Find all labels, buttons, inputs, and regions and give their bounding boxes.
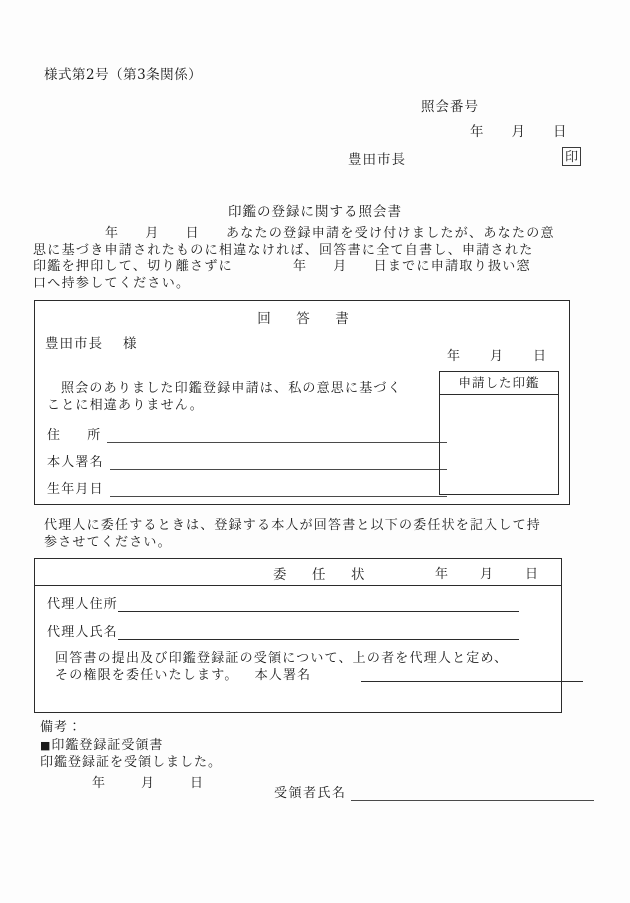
proxy-name-input-line[interactable] xyxy=(118,628,519,640)
address-input-line[interactable] xyxy=(107,428,447,443)
remarks-section xyxy=(40,719,222,772)
official-seal-icon: 印 xyxy=(562,147,581,166)
poa-header-row xyxy=(35,559,561,586)
intro-year: 年 xyxy=(105,226,120,241)
intro-line-3b: 日までに申請取り扱い窓 xyxy=(373,259,531,274)
inquiry-number-label: 照会番号 xyxy=(421,99,479,115)
header-date-month: 月 xyxy=(511,124,525,140)
intro-day: 日 xyxy=(185,226,200,241)
intro-month: 月 xyxy=(145,226,160,241)
mayor-label: 豊田市長 xyxy=(348,152,406,168)
answer-date-year: 年 xyxy=(447,349,461,364)
signature-field-row xyxy=(47,455,447,470)
answer-form-title: 回 答 書 xyxy=(257,311,355,327)
answer-addressee-name: 豊田市長 xyxy=(45,336,103,352)
address-field-label: 住 所 xyxy=(47,428,102,443)
signature-field-label: 本人署名 xyxy=(47,455,104,470)
applied-seal-box xyxy=(439,371,559,495)
power-of-attorney-box xyxy=(34,558,562,713)
proxy-address-label: 代理人住所 xyxy=(47,597,119,612)
proxy-note-line-2: 参させてください。 xyxy=(44,534,172,550)
poa-principal-signature-label: 本人署名 xyxy=(254,667,312,683)
answer-statement xyxy=(47,381,435,414)
answer-form-box xyxy=(34,300,570,505)
receipt-date-year: 年 xyxy=(92,776,106,791)
receipt-date-month: 月 xyxy=(141,776,155,791)
header-date-year: 年 xyxy=(470,124,484,140)
applied-seal-label: 申請した印鑑 xyxy=(440,372,558,395)
answer-addressee-honorific: 様 xyxy=(123,336,138,352)
applied-seal-impression-area[interactable] xyxy=(440,395,558,495)
header-date-day: 日 xyxy=(553,124,567,140)
proxy-name-label: 代理人氏名 xyxy=(47,625,119,640)
header-date-row xyxy=(470,120,567,140)
receipt-title: 印鑑登録証受領書 xyxy=(51,737,164,753)
intro-line-3a: 印鑑を押印して、切り離さずに xyxy=(33,259,233,274)
poa-statement xyxy=(55,651,547,684)
receiver-name-label: 受領者氏名 xyxy=(274,786,347,801)
poa-date-month: 月 xyxy=(480,567,494,582)
proxy-instruction-paragraph xyxy=(44,518,592,551)
intro-paragraph xyxy=(33,226,599,292)
receipt-text: 印鑑登録証を受領しました。 xyxy=(40,755,223,770)
remarks-bullet-icon: ■ xyxy=(40,738,52,752)
remarks-label: 備考： xyxy=(40,720,83,735)
receipt-date-day: 日 xyxy=(190,776,204,791)
address-field-row xyxy=(47,428,447,443)
page-title: 印鑑の登録に関する照会書 xyxy=(228,204,402,220)
answer-date-month: 月 xyxy=(490,349,504,364)
answer-statement-line-1: 照会のありました印鑑登録申請は、私の意思に基づく xyxy=(61,381,402,396)
intro-line-2: 思に基づき申請されたものに相違なければ、回答書に全て自書し、申請された xyxy=(33,242,534,258)
answer-addressee xyxy=(45,332,138,352)
poa-statement-line-2a: その権限を委任いたします。 xyxy=(55,667,239,683)
signature-input-line[interactable] xyxy=(110,455,447,470)
proxy-note-line-1: 代理人に委任するときは、登録する本人が回答書と以下の委任状を記入して持 xyxy=(44,518,542,533)
receiver-name-input-line[interactable] xyxy=(351,787,594,801)
intro-line-4: 口へ持参してください。 xyxy=(33,275,191,291)
poa-date-row xyxy=(435,563,538,582)
answer-date-day: 日 xyxy=(533,349,547,364)
form-number-label: 様式第2号（第3条関係） xyxy=(44,67,203,83)
receiver-name-field-row xyxy=(274,786,594,801)
poa-signature-input-line[interactable] xyxy=(361,681,583,682)
intro-deadline-year: 年 xyxy=(292,259,308,274)
proxy-address-field-row xyxy=(47,597,519,612)
birthdate-input-line[interactable] xyxy=(110,482,447,497)
poa-date-year: 年 xyxy=(435,567,449,582)
birthdate-field-row xyxy=(47,482,447,497)
answer-date-row xyxy=(447,345,546,364)
answer-statement-line-2: ことに相違ありません。 xyxy=(47,397,204,413)
receipt-date-row xyxy=(92,772,203,791)
poa-title: 委 任 状 xyxy=(273,567,371,583)
proxy-name-field-row xyxy=(47,625,519,640)
intro-line-1: あなたの登録申請を受け付けましたが、あなたの意 xyxy=(225,226,555,241)
intro-deadline-month: 月 xyxy=(333,259,348,274)
poa-date-day: 日 xyxy=(525,567,539,582)
birthdate-field-label: 生年月日 xyxy=(47,482,104,497)
poa-statement-line-1: 回答書の提出及び印鑑登録証の受領について、上の者を代理人と定め、 xyxy=(55,651,509,666)
proxy-address-input-line[interactable] xyxy=(118,600,519,612)
